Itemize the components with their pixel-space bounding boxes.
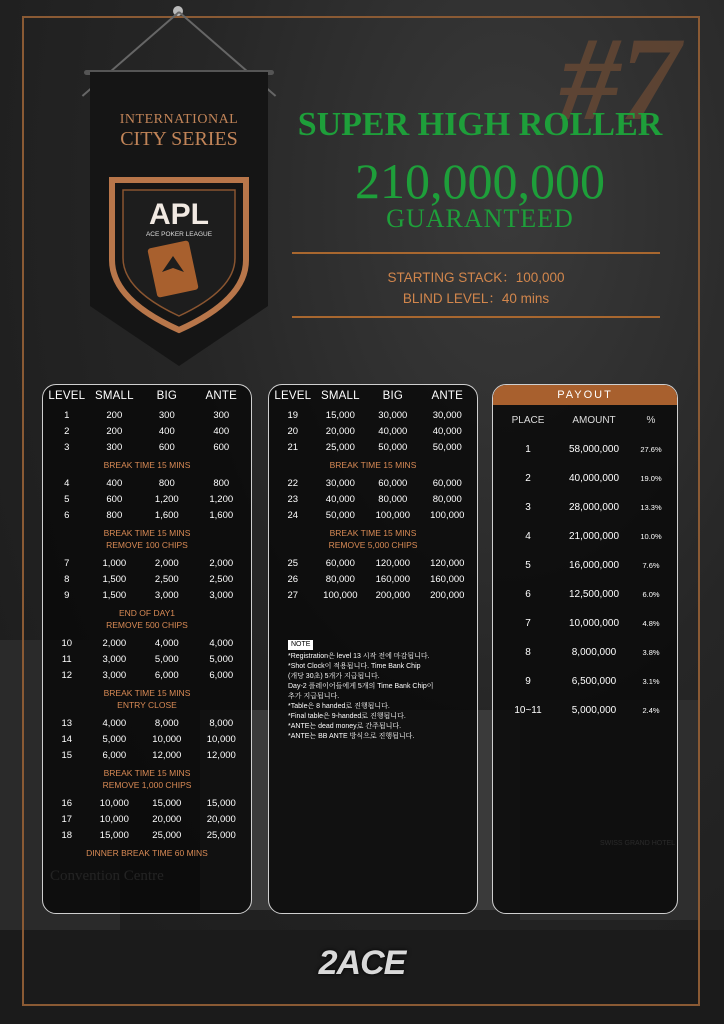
- table-header: LEVEL SMALL BIG ANTE: [274, 390, 464, 402]
- table-row: [45, 747, 249, 763]
- table-row: [45, 439, 249, 455]
- table-body: [271, 407, 475, 603]
- break-text: BREAK TIME 15 MINS: [329, 460, 417, 470]
- cell-ante: 1,200: [209, 493, 234, 505]
- payout-place: 1: [525, 444, 531, 455]
- break-text: BREAK TIME 15 MINS: [103, 460, 191, 470]
- cell-big: 8,000: [154, 717, 179, 729]
- cell-small: 3,000: [102, 653, 127, 665]
- cell-ante: 160,000: [430, 573, 465, 585]
- cell-ante: 30,000: [432, 409, 462, 421]
- cell-small: 5,000: [102, 733, 127, 745]
- apl-logo-subtitle: ACE POKER LEAGUE: [145, 231, 213, 238]
- payout-row: [493, 551, 677, 580]
- payout-place: 9: [525, 676, 531, 687]
- payout-place: 3: [525, 502, 531, 513]
- payout-pct: 7.6%: [642, 561, 660, 570]
- cell-level: 16: [61, 797, 73, 809]
- break-text: END OF DAY1: [118, 608, 176, 618]
- cell-level: 23: [287, 493, 299, 505]
- cell-big: 1,200: [154, 493, 179, 505]
- table-row: [45, 407, 249, 423]
- cell-ante: 2,500: [209, 573, 234, 585]
- cell-big: 160,000: [375, 573, 410, 585]
- notes: [288, 640, 458, 742]
- payout-row: [493, 435, 677, 464]
- cell-level: 8: [64, 573, 70, 585]
- cell-level: 10: [61, 637, 73, 649]
- cell-big: 3,000: [154, 589, 179, 601]
- break-row: [271, 455, 475, 475]
- cell-big: 25,000: [152, 829, 182, 841]
- note-label: NOTE: [288, 640, 313, 650]
- break-text: REMOVE 5,000 CHIPS: [328, 540, 418, 550]
- table-body: [45, 407, 249, 863]
- cell-ante: 8,000: [209, 717, 234, 729]
- cell-level: 22: [287, 477, 299, 489]
- cell-ante: 600: [213, 441, 230, 453]
- cell-ante: 3,000: [209, 589, 234, 601]
- cell-level: 4: [64, 477, 70, 489]
- payout-pct: 4.8%: [642, 619, 660, 628]
- cell-big: 40,000: [378, 425, 408, 437]
- cell-ante: 15,000: [206, 797, 236, 809]
- payout-row: [493, 696, 677, 725]
- cell-big: 120,000: [375, 557, 410, 569]
- payout-row: [493, 638, 677, 667]
- payout-pct: 3.8%: [642, 648, 660, 657]
- cell-big: 20,000: [152, 813, 182, 825]
- payout-amount: 16,000,000: [568, 560, 620, 571]
- cell-level: 13: [61, 717, 73, 729]
- cell-small: 300: [106, 441, 123, 453]
- cell-small: 15,000: [325, 409, 355, 421]
- table-row: [45, 555, 249, 571]
- table-row: [271, 491, 475, 507]
- payout-place: 8: [525, 647, 531, 658]
- cell-small: 25,000: [325, 441, 355, 453]
- cell-ante: 200,000: [430, 589, 465, 601]
- cell-big: 10,000: [152, 733, 182, 745]
- table-header: LEVEL SMALL BIG ANTE: [48, 390, 238, 402]
- cell-level: 7: [64, 557, 70, 569]
- starting-stack: STARTING STACK：100,000: [387, 270, 565, 285]
- payout-header: PLACE AMOUNT %: [511, 414, 656, 426]
- cell-big: 300: [158, 409, 175, 421]
- banner-line-1: INTERNATIONAL: [119, 112, 239, 127]
- cell-level: 17: [61, 813, 73, 825]
- break-row: [45, 843, 249, 863]
- break-text: BREAK TIME 15 MINS: [103, 688, 191, 698]
- payout-amount: 8,000,000: [571, 647, 617, 658]
- cell-level: 27: [287, 589, 299, 601]
- cell-level: 1: [64, 409, 70, 421]
- payout-row: [493, 464, 677, 493]
- cell-ante: 25,000: [206, 829, 236, 841]
- payout-pct: 3.1%: [642, 677, 660, 686]
- cell-level: 11: [61, 653, 72, 665]
- cell-level: 25: [287, 557, 299, 569]
- cell-big: 60,000: [378, 477, 408, 489]
- event-name: SUPER HIGH ROLLER: [297, 106, 663, 143]
- cell-level: 15: [61, 749, 73, 761]
- payout-pct: 10.0%: [640, 532, 662, 541]
- cell-small: 200: [106, 409, 123, 421]
- break-text: BREAK TIME 15 MINS: [103, 528, 191, 538]
- note-line: *Shot Clock이 적용됩니다. Time Bank Chip: [288, 663, 421, 670]
- cell-small: 60,000: [325, 557, 355, 569]
- cell-ante: 10,000: [206, 733, 236, 745]
- payout-pct: 27.6%: [640, 445, 662, 454]
- table-row: [45, 587, 249, 603]
- structure-table-left: [42, 384, 252, 914]
- cell-level: 2: [64, 425, 70, 437]
- table-row: [271, 587, 475, 603]
- payout-amount: 21,000,000: [568, 531, 620, 542]
- cell-small: 400: [106, 477, 123, 489]
- cell-small: 3,000: [102, 669, 127, 681]
- cell-big: 2,500: [154, 573, 179, 585]
- table-row: [45, 731, 249, 747]
- payout-row: [493, 667, 677, 696]
- payout-amount: 40,000,000: [568, 473, 620, 484]
- payout-place: 6: [525, 589, 531, 600]
- cell-level: 6: [64, 509, 70, 521]
- payout-amount: 10,000,000: [568, 618, 620, 629]
- note-line: *ANTE는 BB ANTE 방식으로 진행됩니다.: [288, 733, 415, 740]
- payout-amount: 5,000,000: [571, 705, 617, 716]
- break-text: BREAK TIME 15 MINS: [103, 768, 191, 778]
- cell-ante: 120,000: [430, 557, 465, 569]
- cell-ante: 2,000: [209, 557, 234, 569]
- table-row: [45, 667, 249, 683]
- cell-level: 12: [61, 669, 73, 681]
- cell-ante: 4,000: [209, 637, 234, 649]
- cell-big: 4,000: [154, 637, 179, 649]
- break-row: [45, 763, 249, 795]
- payout-pct: 13.3%: [640, 503, 662, 512]
- payout-row: [493, 493, 677, 522]
- cell-small: 1,500: [102, 573, 127, 585]
- table-row: [45, 635, 249, 651]
- cell-small: 4,000: [102, 717, 127, 729]
- cell-big: 30,000: [378, 409, 408, 421]
- cell-small: 15,000: [99, 829, 129, 841]
- cell-small: 6,000: [102, 749, 127, 761]
- cell-big: 15,000: [152, 797, 182, 809]
- cell-small: 800: [106, 509, 123, 521]
- divider-top: [292, 252, 660, 254]
- break-row: [45, 455, 249, 475]
- table-row: [271, 439, 475, 455]
- cell-small: 40,000: [325, 493, 355, 505]
- cell-big: 200,000: [375, 589, 410, 601]
- break-row: [45, 683, 249, 715]
- payout-amount: 58,000,000: [568, 444, 620, 455]
- cell-big: 400: [158, 425, 175, 437]
- cell-level: 9: [64, 589, 70, 601]
- table-row: [45, 507, 249, 523]
- table-row: [271, 475, 475, 491]
- payout-row: [493, 580, 677, 609]
- cell-small: 100,000: [323, 589, 358, 601]
- table-row: [271, 571, 475, 587]
- cell-big: 80,000: [378, 493, 408, 505]
- cell-big: 5,000: [154, 653, 179, 665]
- cell-level: 3: [64, 441, 70, 453]
- payout-amount: 12,500,000: [568, 589, 620, 600]
- payout-pct: 19.0%: [640, 474, 662, 483]
- cell-ante: 50,000: [432, 441, 462, 453]
- cell-level: 5: [64, 493, 70, 505]
- payout-title: PAYOUT: [493, 385, 677, 405]
- payout-body: [493, 435, 677, 725]
- break-row: [271, 523, 475, 555]
- break-row: [45, 603, 249, 635]
- cell-ante: 40,000: [432, 425, 462, 437]
- break-text: REMOVE 1,000 CHIPS: [102, 780, 192, 790]
- payout-amount: 6,500,000: [571, 676, 617, 687]
- cell-small: 10,000: [99, 797, 129, 809]
- note-lines: [288, 652, 458, 742]
- cell-level: 18: [61, 829, 73, 841]
- break-text: DINNER BREAK TIME 60 MINS: [86, 848, 208, 858]
- cell-small: 50,000: [325, 509, 355, 521]
- event-number: #7: [560, 12, 680, 145]
- table-row: [271, 423, 475, 439]
- blind-level: BLIND LEVEL：40 mins: [402, 291, 550, 306]
- table-row: [45, 811, 249, 827]
- payout-pct: 2.4%: [642, 706, 660, 715]
- note-line: *Table은 8 handed로 진행됩니다.: [288, 703, 390, 710]
- break-text: REMOVE 100 CHIPS: [106, 540, 188, 550]
- note-line: Day-2 플레이어들에게 5개의 Time Bank Chip이: [288, 683, 434, 690]
- cell-ante: 100,000: [430, 509, 465, 521]
- table-row: [45, 571, 249, 587]
- cell-big: 800: [158, 477, 175, 489]
- payout-row: [493, 609, 677, 638]
- cell-level: 24: [287, 509, 299, 521]
- note-line: 추가 지급됩니다.: [288, 693, 340, 700]
- note-line: (개당 30초) 5개가 지급됩니다.: [288, 673, 380, 680]
- table-row: [45, 827, 249, 843]
- cell-small: 30,000: [325, 477, 355, 489]
- note-line: *Final table은 9-handed로 진행됩니다.: [288, 713, 406, 720]
- guarantee-amount: 210,000,000: [355, 153, 605, 209]
- table-row: [45, 651, 249, 667]
- cell-big: 600: [158, 441, 175, 453]
- cell-small: 2,000: [102, 637, 127, 649]
- note-line: *Registration은 level 13 시작 전에 마감됩니다.: [288, 653, 430, 660]
- cell-small: 600: [106, 493, 123, 505]
- cell-big: 6,000: [154, 669, 179, 681]
- cell-small: 10,000: [99, 813, 129, 825]
- table-row: [45, 423, 249, 439]
- cell-small: 20,000: [325, 425, 355, 437]
- break-text: ENTRY CLOSE: [117, 700, 177, 710]
- table-row: [45, 491, 249, 507]
- cell-level: 19: [287, 409, 299, 421]
- break-text: REMOVE 500 CHIPS: [106, 620, 188, 630]
- cell-ante: 20,000: [206, 813, 236, 825]
- cell-ante: 80,000: [432, 493, 462, 505]
- payout-amount: 28,000,000: [568, 502, 620, 513]
- cell-small: 1,500: [102, 589, 127, 601]
- banner: [90, 72, 268, 366]
- cell-ante: 12,000: [206, 749, 236, 761]
- cell-big: 1,600: [154, 509, 179, 521]
- guarantee-label: GUARANTEED: [386, 204, 574, 233]
- cell-ante: 1,600: [209, 509, 234, 521]
- cell-ante: 300: [213, 409, 230, 421]
- table-row: [45, 715, 249, 731]
- cell-level: 14: [61, 733, 73, 745]
- table-row: [271, 555, 475, 571]
- payout-table: [492, 384, 678, 914]
- break-text: BREAK TIME 15 MINS: [329, 528, 417, 538]
- cell-level: 21: [287, 441, 299, 453]
- table-row: [271, 407, 475, 423]
- cell-big: 50,000: [378, 441, 408, 453]
- table-row: [45, 475, 249, 491]
- payout-place: 2: [525, 473, 531, 484]
- cell-big: 12,000: [152, 749, 182, 761]
- cell-big: 2,000: [154, 557, 179, 569]
- payout-place: 7: [525, 618, 531, 629]
- cell-small: 80,000: [325, 573, 355, 585]
- table-row: [271, 507, 475, 523]
- cell-ante: 60,000: [432, 477, 462, 489]
- cell-ante: 5,000: [209, 653, 234, 665]
- payout-row: [493, 522, 677, 551]
- table-row: [45, 795, 249, 811]
- 2ace-logo: 2ACE: [318, 944, 406, 982]
- cell-small: 200: [106, 425, 123, 437]
- payout-place: 5: [525, 560, 531, 571]
- break-row: [45, 523, 249, 555]
- payout-place: 10~11: [514, 705, 542, 716]
- divider-bottom: [292, 316, 660, 318]
- cell-level: 26: [287, 573, 299, 585]
- cell-small: 1,000: [102, 557, 127, 569]
- cell-ante: 800: [213, 477, 230, 489]
- apl-logo-text: APL: [149, 198, 209, 231]
- cell-ante: 6,000: [209, 669, 234, 681]
- note-line: *ANTE는 dead money로 간주됩니다.: [288, 723, 402, 730]
- cell-big: 100,000: [375, 509, 410, 521]
- payout-pct: 6.0%: [642, 590, 660, 599]
- banner-line-2: CITY SERIES: [120, 128, 238, 150]
- cell-ante: 400: [213, 425, 230, 437]
- payout-place: 4: [525, 531, 531, 542]
- cell-level: 20: [287, 425, 299, 437]
